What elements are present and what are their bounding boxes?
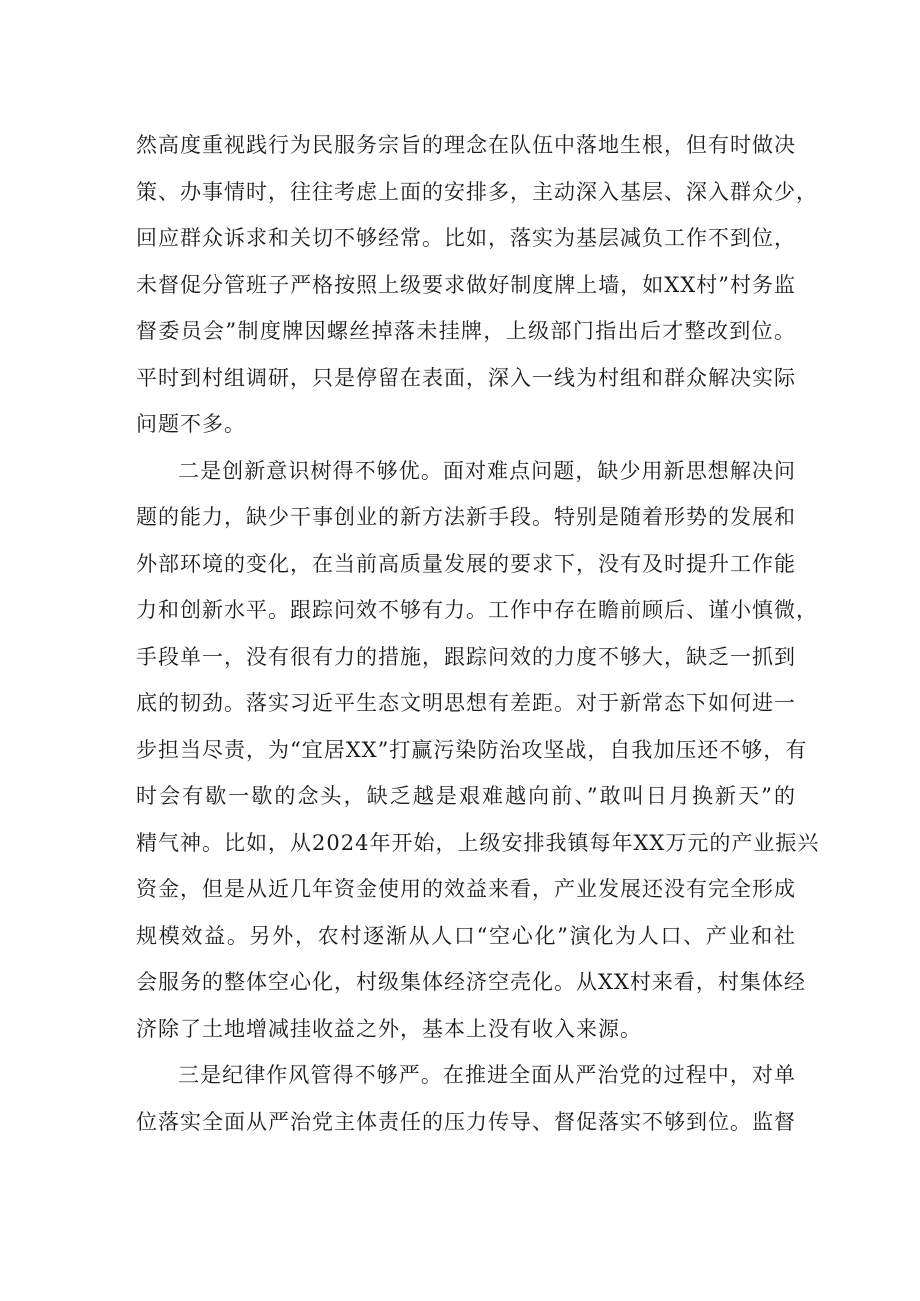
text-line: 手段单一，没有很有力的措施，跟踪问效的力度不够大，缺乏一抓到 <box>136 644 796 669</box>
text-line: 回应群众诉求和关切不够经常。比如，落实为基层减负工作不到位， <box>136 226 796 250</box>
text-line: 规模效益。另外，农村逐渐从人口“空心化”演化为人口、产业和社 <box>136 923 796 948</box>
text-line: 底的韧劲。落实习近平生态文明思想有差距。对于新常态下如何进一 <box>136 691 796 715</box>
text-line: 资金，但是从近几年资金使用的效益来看，产业发展还没有完全形成 <box>136 877 796 901</box>
text-line: 题的能力，缺少干事创业的新方法新手段。特别是随着形势的发展和 <box>136 505 796 529</box>
text-line: 问题不多。 <box>136 412 246 436</box>
text-line: 平时到村组调研，只是停留在表面，深入一线为村组和群众解决实际 <box>136 365 796 390</box>
text-line: 外部环境的变化，在当前高质量发展的要求下，没有及时提升工作能 <box>136 551 796 576</box>
text-line: 未督促分管班子严格按照上级要求做好制度牌上墙，如XX村”村务监 <box>136 272 796 297</box>
text-line: 策、办事情时，往往考虑上面的安排多，主动深入基层、深入群众少， <box>136 179 818 204</box>
text-line: 二是创新意识树得不够优。面对难点问题，缺少用新思想解决问 <box>178 458 796 483</box>
document-body <box>136 122 820 1145</box>
text-line: 会服务的整体空心化，村级集体经济空壳化。从XX村来看，村集体经 <box>136 970 806 994</box>
text-line: 精气神。比如，从2024年开始，上级安排我镇每年XX万元的产业振兴 <box>136 830 820 855</box>
text-line: 力和创新水平。跟踪问效不够有力。工作中存在瞻前顾后、谨小慎微， <box>136 598 818 622</box>
text-line: 济除了土地增减挂收益之外，基本上没有收入来源。 <box>136 1016 642 1041</box>
text-line: 三是纪律作风管得不够严。在推进全面从严治党的过程中，对单 <box>178 1063 796 1087</box>
paragraph-3 <box>136 1052 796 1145</box>
text-line: 位落实全面从严治党主体责任的压力传导、督促落实不够到位。监督 <box>136 1109 796 1134</box>
text-line: 步担当尽责，为“宜居XX”打赢污染防治攻坚战，自我加压还不够，有 <box>136 737 808 762</box>
text-line: 然高度重视践行为民服务宗旨的理念在队伍中落地生根，但有时做决 <box>136 133 796 157</box>
text-line: 督委员会”制度牌因螺丝掉落未挂牌，上级部门指出后才整改到位。 <box>136 319 796 343</box>
text-line: 时会有歇一歇的念头，缺乏越是艰难越向前、”敢叫日月换新天”的 <box>136 784 796 808</box>
paragraph-2 <box>136 448 820 1053</box>
paragraph-1 <box>136 122 818 448</box>
